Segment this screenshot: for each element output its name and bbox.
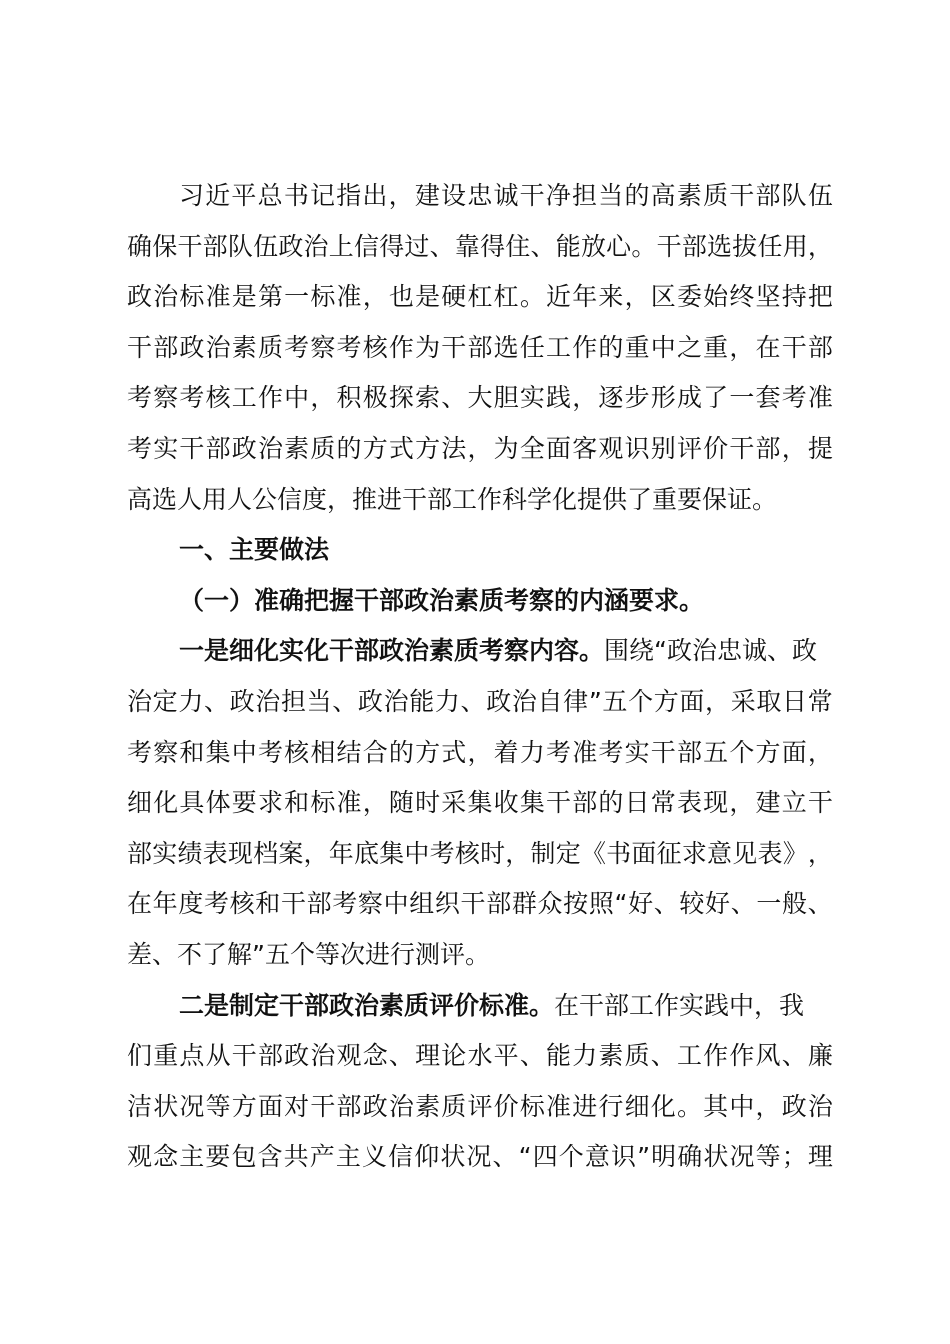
text-line: 在 年 度 考 核 和 干 部 考 察 中 组 织 干 部 群 众 按 照 “ 好 、 较 好 、 一 般 、 [127, 889, 833, 919]
text-line: 干 部 政 治 素 质 考 察 考 核 作 为 干 部 选 任 工 作 的 重 中 之 重 ， 在 干 部 [127, 332, 833, 362]
text-line: 考 察 和 集 中 考 核 相 结 合 的 方 式 ， 着 力 考 准 考 实 干 部 五 个 方 面 ， [127, 737, 833, 767]
text-line: 洁 状 况 等 方 面 对 干 部 政 治 素 质 评 价 标 准 进 行 细 化 。 其 中 ， 政 治 [127, 1091, 833, 1121]
text-line: 高选人用人公信度，推进干部工作科学化提供了重要保证。 [127, 484, 778, 514]
text-line: 政 治 标 准 是 第 一 标 准 ， 也 是 硬 杠 杠 。 近 年 来 ， 区 委 始 终 坚 持 把 [127, 282, 833, 312]
text-line: 差、不了解”五个等次进行测评。 [127, 939, 490, 969]
text-line: 部 实 绩 表 现 档 案 ， 年 底 集 中 考 核 时 ， 制 定 《 书 面 征 求 意 见 表 》 ， [127, 838, 833, 868]
text-line: 考 察 考 核 工 作 中 ， 积 极 探 索 、 大 胆 实 践 ， 逐 步 形 成 了 一 套 考 准 [127, 383, 833, 413]
item-lead: 二是制定干部政治素质评价标准。 [179, 990, 555, 1020]
subsection-heading: （一）准确把握干部政治素质考察的内涵要求。 [179, 585, 705, 615]
item-text: 围绕“政治忠诚、政 [604, 636, 817, 666]
document-body [127, 171, 833, 1183]
text-line: 考 实 干 部 政 治 素 质 的 方 式 方 法 ， 为 全 面 客 观 识 别 评 价 干 部 ， 提 [127, 433, 833, 463]
section-heading: 一、主要做法 [179, 535, 330, 565]
text-line [127, 626, 833, 677]
text-line: 们 重 点 从 干 部 政 治 观 念 、 理 论 水 平 、 能 力 素 质 、 工 作 作 风 、 廉 [127, 1041, 833, 1071]
text-line: 确 保 干 部 队 伍 政 治 上 信 得 过 、 靠 得 住 、 能 放 心 。 干 部 选 拔 任 用 ， [127, 231, 833, 261]
text-line: 习 近 平 总 书 记 指 出 ， 建 设 忠 诚 干 净 担 当 的 高 素 质 干 部 队 伍 [179, 181, 833, 210]
intro-paragraph [127, 171, 833, 525]
item-paragraph-2 [127, 981, 833, 1183]
text-line: 治 定 力 、 政 治 担 当 、 政 治 能 力 、 政 治 自 律 ” 五 个 方 面 ， 采 取 日 常 [127, 686, 833, 716]
text-line: 观 念 主 要 包 含 共 产 主 义 信 仰 状 况 、 “ 四 个 意 识 ” 明 确 状 况 等 ； 理 [127, 1142, 833, 1172]
text-line: 细 化 具 体 要 求 和 标 准 ， 随 时 采 集 收 集 干 部 的 日 常 表 现 ， 建 立 干 [127, 788, 833, 818]
text-line [127, 981, 833, 1032]
item-text: 在干部工作实践中，我 [554, 990, 805, 1020]
item-paragraph-1 [127, 626, 833, 980]
item-lead: 一是细化实化干部政治素质考察内容。 [179, 636, 605, 666]
